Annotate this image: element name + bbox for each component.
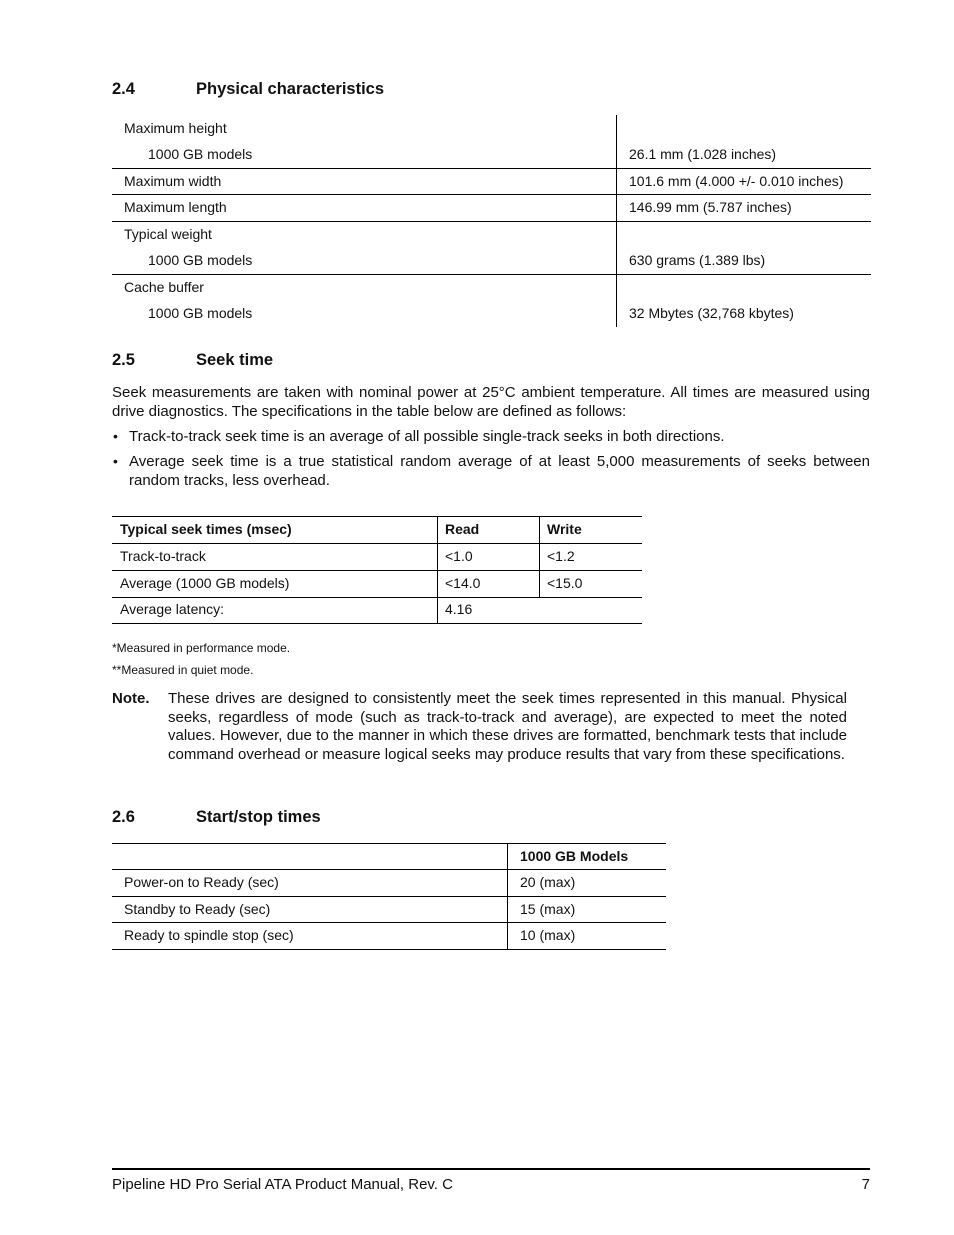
section-heading-2-5 [112,351,512,373]
table-rule [112,597,642,598]
table-row-value: 101.6 mm (4.000 +/- 0.010 inches) [629,173,844,189]
section-heading-2-4 [112,80,512,102]
row-divider [112,274,871,275]
page-number: 7 [861,1176,870,1193]
section-title: Seek time [196,351,274,369]
table-row-sublabel: 1000 GB models [148,252,253,268]
table-row-label: Cache buffer [124,279,204,295]
table-header: 1000 GB Models [520,848,629,864]
table-header: Typical seek times (msec) [120,521,292,537]
row-divider [112,194,871,195]
section-number: 2.6 [112,808,135,826]
table-cell: <14.0 [445,575,481,591]
table-row-label: Maximum height [124,120,227,136]
section-number: 2.5 [112,351,135,369]
table-row-value: 630 grams (1.389 lbs) [629,252,766,268]
table-rule [112,949,666,950]
footnote: *Measured in performance mode. [112,641,291,655]
table-row-sublabel: 1000 GB models [148,146,253,162]
bullet-marker: • [113,453,118,469]
table-row-sublabel: 1000 GB models [148,305,253,321]
table-row-value: 26.1 mm (1.028 inches) [629,146,777,162]
footnote: **Measured in quiet mode. [112,663,254,677]
table-rule [112,570,642,571]
table-row-value: 146.99 mm (5.787 inches) [629,199,792,215]
bullet-marker: • [113,428,118,444]
table-cell: 10 (max) [520,927,576,943]
table-cell: Average (1000 GB models) [120,575,290,591]
row-divider [112,221,871,222]
table-cell: <1.2 [547,548,575,564]
column-divider [437,516,438,624]
table-cell: Track-to-track [120,548,206,564]
row-divider [112,168,871,169]
table-cell: 20 (max) [520,874,576,890]
seek-intro-paragraph: Seek measurements are taken with nominal power at 25°C ambient temperature. All times are measured using drive diagnostics. The specifications in the table below are defined as follows: [112,384,870,420]
table-row-value: 32 Mbytes (32,768 kbytes) [629,305,794,321]
note-label: Note. [112,690,150,707]
bullet-text: Average seek time is a true statistical random average of at least 5,000 measurements of seeks between random tracks, less overhead. [129,453,870,489]
table-cell: <15.0 [547,575,583,591]
table-rule [112,896,666,897]
bullet-text: Track-to-track seek time is an average of all possible single-track seeks in both directions. [129,428,725,445]
column-divider [507,843,508,950]
table-rule [112,843,666,844]
table-header: Write [547,521,582,537]
table-cell: 4.16 [445,601,473,617]
table-rule [112,869,666,870]
table-cell: Power-on to Ready (sec) [124,874,279,890]
table-rule [112,623,642,624]
table-row-label: Maximum length [124,199,227,215]
table-cell: Standby to Ready (sec) [124,901,271,917]
footer-title: Pipeline HD Pro Serial ATA Product Manual, Rev. C [112,1176,453,1193]
table-cell: Ready to spindle stop (sec) [124,927,294,943]
table-rule [112,543,642,544]
column-divider [539,516,540,597]
section-number: 2.4 [112,80,135,98]
table-row-label: Typical weight [124,226,212,242]
note-text: These drives are designed to consistently meet the seek times represented in this manual. Physical seeks, regardless of mode (such as track-to-track and average), are expected to meet the noted values. However, due to the manner in which these drives are formatted, benchmark tests that include command overhead or measure logical seeks may produce results that vary from these specifications. [168,690,847,763]
section-title: Start/stop times [196,808,321,826]
section-title: Physical characteristics [196,80,385,98]
section-heading-2-6 [112,808,512,830]
footer-rule [112,1168,870,1170]
table-cell: 15 (max) [520,901,576,917]
table-header: Read [445,521,480,537]
table-row-label: Maximum width [124,173,222,189]
table-cell: <1.0 [445,548,473,564]
table-rule [112,922,666,923]
table-rule [112,516,642,517]
table-cell: Average latency: [120,601,225,617]
